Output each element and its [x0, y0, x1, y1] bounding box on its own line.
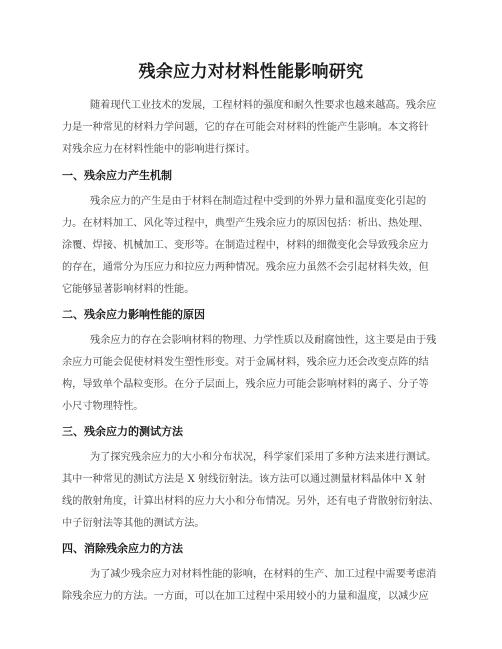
section-heading-3: 三、残余应力的测试方法 — [62, 425, 183, 438]
paragraph-line: 对残余应力在材料性能中的影响进行探讨。 — [62, 144, 256, 155]
paragraph-line: 中子衍射法等其他的测试方法。 — [62, 518, 205, 529]
section-1-paragraph — [62, 191, 442, 301]
paragraph-line: 线的散射角度，计算出材料的应力大小和分布情况。另外，还有电子背散射衍射法、 — [62, 496, 439, 507]
paragraph-line: 它能够显著影响材料的性能。 — [62, 284, 195, 295]
paragraph-line: 余应力可能会促使材料发生塑性形变。对于金属材料，残余应力还会改变点阵的结 — [62, 357, 429, 368]
intro-paragraph — [62, 95, 442, 161]
paragraph-line: 除残余应力的方法。一方面，可以在加工过程中采用较小的力量和温度，以减少应 — [62, 591, 429, 602]
paragraph-line: 力。在材料加工、风化等过程中，典型产生残余应力的原因包括：析出、热处理、 — [62, 218, 429, 229]
paragraph-line: 构，导致单个晶粒变形。在分子层面上，残余应力可能会影响材料的离子、分子等 — [62, 379, 429, 390]
document-title: 残余应力对材料性能影响研究 — [138, 62, 364, 82]
paragraph-line: 涂覆、焊接、机械加工、变形等。在制造过程中，材料的细微变化会导致残余应力 — [62, 240, 429, 251]
paragraph-line: 随着现代工业技术的发展，工程材料的强度和耐久性要求也越来越高。残余应 — [90, 100, 437, 111]
section-3-paragraph — [62, 447, 442, 535]
paragraph-line: 其中一种常见的测试方法是 X 射线衍射法。该方法可以通过测量材料晶体中 X 射 — [62, 474, 426, 485]
paragraph-line: 的存在，通常分为压应力和拉应力两种情况。残余应力虽然不会引起材料失效，但 — [62, 262, 429, 273]
section-2-paragraph — [62, 330, 442, 418]
section-heading-2: 二、残余应力影响性能的原因 — [62, 308, 205, 321]
section-4-paragraph — [62, 564, 442, 608]
paragraph-line: 为了探究残余应力的大小和分布状况，科学家们采用了多种方法来进行测试。 — [90, 452, 437, 463]
paragraph-line: 小尺寸物理特性。 — [62, 401, 144, 412]
paragraph-line: 力是一种常见的材料力学问题，它的存在可能会对材料的性能产生影响。本文将针 — [62, 122, 429, 133]
paragraph-line: 残余应力的产生是由于材料在制造过程中受到的外界力量和温度变化引起的 — [90, 196, 427, 207]
paragraph-line: 残余应力的存在会影响材料的物理、力学性质以及耐腐蚀性，这主要是由于残 — [90, 335, 437, 346]
section-heading-1: 一、残余应力产生机制 — [62, 169, 172, 182]
section-heading-4: 四、消除残余应力的方法 — [62, 542, 183, 555]
paragraph-line: 为了减少残余应力对材料性能的影响，在材料的生产、加工过程中需要考虑消 — [90, 569, 437, 580]
